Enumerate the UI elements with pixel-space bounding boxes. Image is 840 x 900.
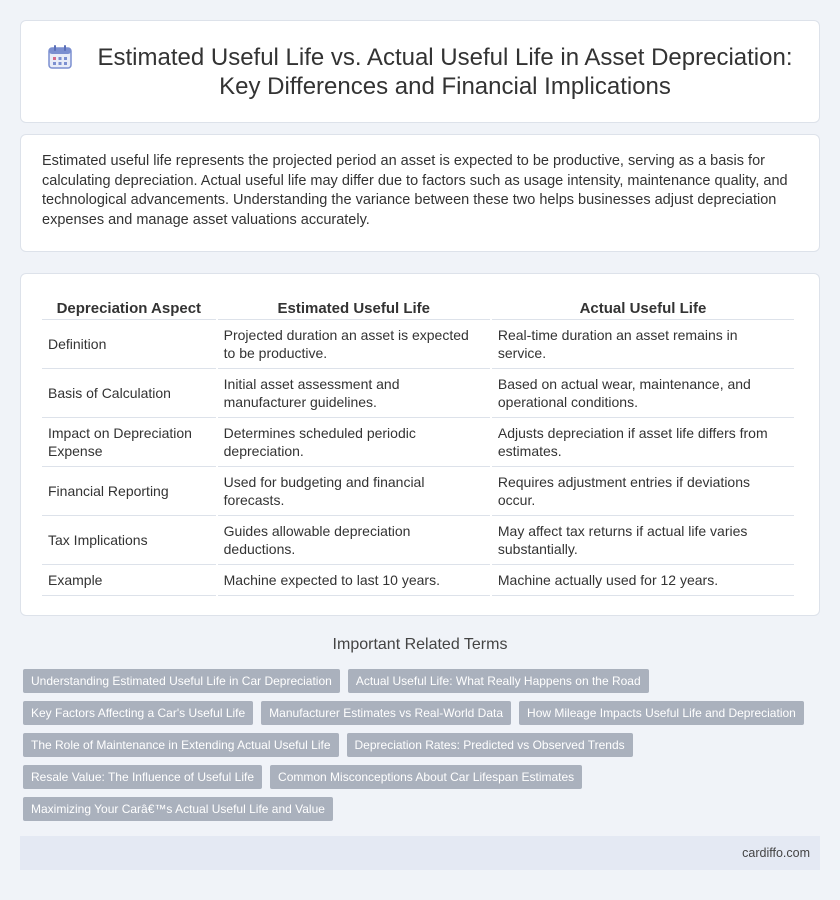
row-estimated: Guides allowable depreciation deductions. — [218, 516, 490, 565]
table-row — [42, 516, 794, 565]
row-estimated: Used for budgeting and financial forecasts. — [218, 467, 490, 516]
table-row — [42, 467, 794, 516]
related-terms-title: Important Related Terms — [332, 636, 508, 653]
row-actual: Adjusts depreciation if asset life differs from estimates. — [492, 418, 794, 467]
page-title: Estimated Useful Life vs. Actual Useful Life in Asset Depreciation: Key Differences and Financial Implications — [97, 43, 793, 100]
title-card — [20, 20, 820, 123]
header-aspect: Depreciation Aspect — [42, 294, 216, 320]
row-aspect: Financial Reporting — [42, 467, 216, 516]
related-tag[interactable]: Depreciation Rates: Predicted vs Observed Trends — [347, 733, 633, 757]
row-aspect: Basis of Calculation — [42, 369, 216, 418]
header-actual: Actual Useful Life — [492, 294, 794, 320]
footer — [20, 836, 820, 870]
related-tag[interactable]: How Mileage Impacts Useful Life and Depreciation — [519, 701, 804, 725]
row-estimated: Determines scheduled periodic depreciation. — [218, 418, 490, 467]
related-tag[interactable]: Manufacturer Estimates vs Real-World Data — [261, 701, 511, 725]
table-row — [42, 418, 794, 467]
table-row — [42, 369, 794, 418]
row-actual: Based on actual wear, maintenance, and operational conditions. — [492, 369, 794, 418]
row-actual: Real-time duration an asset remains in service. — [492, 320, 794, 369]
row-actual: May affect tax returns if actual life varies substantially. — [492, 516, 794, 565]
related-tag[interactable]: Common Misconceptions About Car Lifespan Estimates — [270, 765, 582, 789]
related-tag[interactable]: Key Factors Affecting a Car's Useful Life — [23, 701, 253, 725]
row-aspect: Definition — [42, 320, 216, 369]
intro-paragraph: Estimated useful life represents the projected period an asset is expected to be productive, serving as a basis for calculating depreciation. Actual useful life may differ due to factors such as usage intensity, maintenance quality, and technological advancements. Understanding the variance between these two helps businesses adjust depreciation expenses and manage asset valuations accurately. — [42, 153, 788, 228]
row-estimated: Initial asset assessment and manufacturer guidelines. — [218, 369, 490, 418]
row-aspect: Tax Implications — [42, 516, 216, 565]
row-aspect: Example — [42, 565, 216, 596]
row-aspect: Impact on Depreciation Expense — [42, 418, 216, 467]
table-header-row — [42, 294, 794, 320]
calendar-icon — [45, 42, 75, 72]
row-estimated: Projected duration an asset is expected to be productive. — [218, 320, 490, 369]
row-actual: Machine actually used for 12 years. — [492, 565, 794, 596]
related-tag[interactable]: The Role of Maintenance in Extending Actual Useful Life — [23, 733, 339, 757]
intro-card — [20, 134, 820, 252]
table-row — [42, 320, 794, 369]
footer-site-link[interactable]: cardiffo.com — [742, 846, 810, 860]
related-tag[interactable]: Understanding Estimated Useful Life in Car Depreciation — [23, 669, 340, 693]
table-row — [42, 565, 794, 596]
comparison-table — [40, 294, 796, 596]
related-tag[interactable]: Maximizing Your Carâ€™s Actual Useful Life and Value — [23, 797, 333, 821]
related-tags — [23, 669, 823, 829]
row-estimated: Machine expected to last 10 years. — [218, 565, 490, 596]
row-actual: Requires adjustment entries if deviations occur. — [492, 467, 794, 516]
related-tag[interactable]: Actual Useful Life: What Really Happens on the Road — [348, 669, 649, 693]
comparison-table-card — [20, 273, 820, 616]
related-tag[interactable]: Resale Value: The Influence of Useful Life — [23, 765, 262, 789]
header-estimated: Estimated Useful Life — [218, 294, 490, 320]
